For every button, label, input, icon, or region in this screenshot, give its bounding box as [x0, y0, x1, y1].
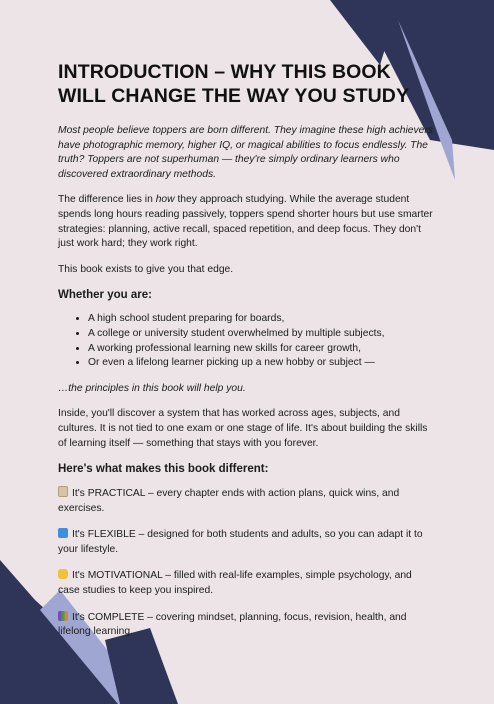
difference-paragraph: The difference lies in how they approach studying. While the average student spends long hours reading passively, toppers spend shorter hours but use smarter strategies: planning, active recall, spaced repetition, and deep focus. They don't just work hard; they work right. [58, 194, 433, 250]
list-item: • Or even a lifelong learner picking up a new hobby or subject — [88, 356, 436, 371]
clipboard-icon [58, 486, 68, 497]
books-icon [58, 611, 68, 621]
emphasis-how: how [155, 194, 175, 206]
feature-flexible: It's FLEXIBLE – designed for both students and adults, so you can adapt it to your lifestyle. [58, 529, 423, 555]
feature-motivational: It's MOTIVATIONAL – filled with real-life examples, simple psychology, and case studies to keep you inspired. [58, 570, 412, 597]
feature-complete: It's COMPLETE – covering mindset, planning, focus, revision, health, and lifelong learning. [58, 611, 407, 638]
whether-heading: Whether you are: [58, 289, 152, 302]
arrows-icon [58, 528, 68, 538]
edge-paragraph: This book exists to give you that edge. [58, 263, 234, 275]
list-item: • A working professional learning new skills for career growth, [88, 342, 436, 357]
list-item: • A high school student preparing for boards, [88, 312, 436, 327]
intro-paragraph: Most people believe toppers are born different. They imagine these high achievers have photographic memory, higher IQ, or magical abilities to focus endlessly. The truth? Toppers are not superhuman — they're simply ordinary learners who discovered extraordinary methods. [58, 125, 433, 180]
document-body [58, 60, 436, 652]
list-item: • A college or university student overwhelmed by multiple subjects, [88, 327, 436, 342]
inside-paragraph: Inside, you'll discover a system that has worked across ages, subjects, and cultures. It is not tied to one exam or one stage of life. It's about building the skills of learning itself — something that stays with you forever. [58, 408, 428, 449]
flexed-arm-icon [58, 569, 68, 579]
audience-list [58, 312, 436, 370]
principles-paragraph: …the principles in this book will help you. [58, 382, 246, 394]
feature-practical: It's PRACTICAL – every chapter ends with action plans, quick wins, and exercises. [58, 488, 400, 514]
page-title: INTRODUCTION – WHY THIS BOOK WILL CHANGE THE WAY YOU STUDY [58, 61, 410, 107]
different-heading: Here's what makes this book different: [58, 463, 269, 476]
